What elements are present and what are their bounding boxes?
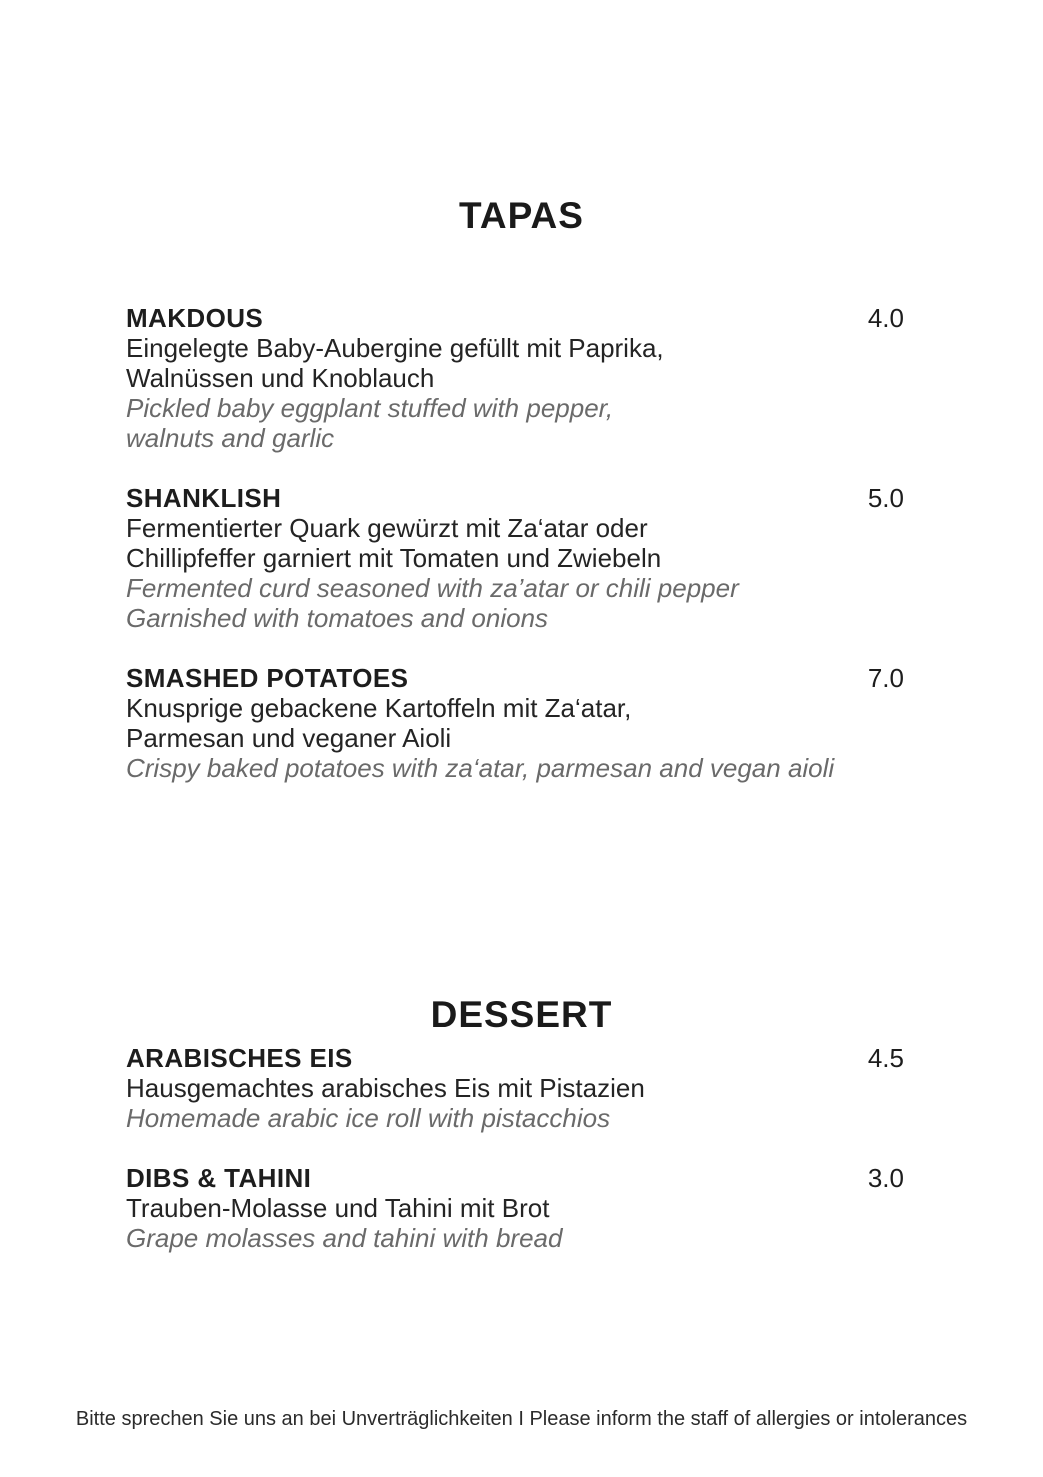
item-price: 7.0	[867, 663, 904, 693]
item-price: 3.0	[867, 1163, 904, 1193]
item-name: SHANKLISH	[126, 483, 282, 513]
item-description-de: Eingelegte Baby-Aubergine gefüllt mit Paprika,	[126, 333, 664, 363]
section-title-dessert: DESSERT	[430, 994, 613, 1035]
tapas-items	[126, 303, 904, 813]
item-price: 4.5	[867, 1043, 904, 1073]
item-description-en: Grape molasses and tahini with bread	[126, 1223, 563, 1253]
item-description-en: Fermented curd seasoned with za’atar or chili pepper	[126, 573, 739, 603]
allergy-note: Bitte sprechen Sie uns an bei Unverträglichkeiten I Please inform the staff of allergies or intolerances	[75, 1408, 968, 1430]
item-name: ARABISCHES EIS	[126, 1043, 353, 1073]
item-description-en: Pickled baby eggplant stuffed with pepper,	[126, 393, 614, 423]
item-header	[126, 1043, 904, 1073]
item-price: 5.0	[867, 483, 904, 513]
section-title-tapas: TAPAS	[459, 195, 584, 236]
item-description-en: Crispy baked potatoes with za‘atar, parmesan and vegan aioli	[126, 753, 835, 783]
item-description-de: Chillipfeffer garniert mit Tomaten und Zwiebeln	[126, 543, 662, 573]
menu-item-dibs-tahini	[126, 1163, 904, 1253]
item-description-de: Fermentierter Quark gewürzt mit Za‘atar oder	[126, 513, 648, 543]
item-description-de: Parmesan und veganer Aioli	[126, 723, 452, 753]
menu-item-smashed-potatoes	[126, 663, 904, 783]
item-description-de: Walnüssen und Knoblauch	[126, 363, 435, 393]
dessert-items	[126, 1043, 904, 1283]
item-price: 4.0	[867, 303, 904, 333]
item-header	[126, 1163, 904, 1193]
menu-item-shanklish	[126, 483, 904, 633]
item-description-en: Garnished with tomatoes and onions	[126, 603, 549, 633]
menu-item-makdous	[126, 303, 904, 453]
item-description-de: Hausgemachtes arabisches Eis mit Pistazien	[126, 1073, 645, 1103]
menu-item-arabisches-eis	[126, 1043, 904, 1133]
item-header	[126, 483, 904, 513]
item-name: SMASHED POTATOES	[126, 663, 409, 693]
item-description-de: Knusprige gebackene Kartoffeln mit Za‘atar,	[126, 693, 632, 723]
item-description-de: Trauben-Molasse und Tahini mit Brot	[126, 1193, 550, 1223]
item-header	[126, 303, 904, 333]
item-header	[126, 663, 904, 693]
item-name: DIBS & TAHINI	[126, 1163, 312, 1193]
item-description-en: walnuts and garlic	[126, 423, 335, 453]
item-name: MAKDOUS	[126, 303, 264, 333]
item-description-en: Homemade arabic ice roll with pistacchios	[126, 1103, 611, 1133]
